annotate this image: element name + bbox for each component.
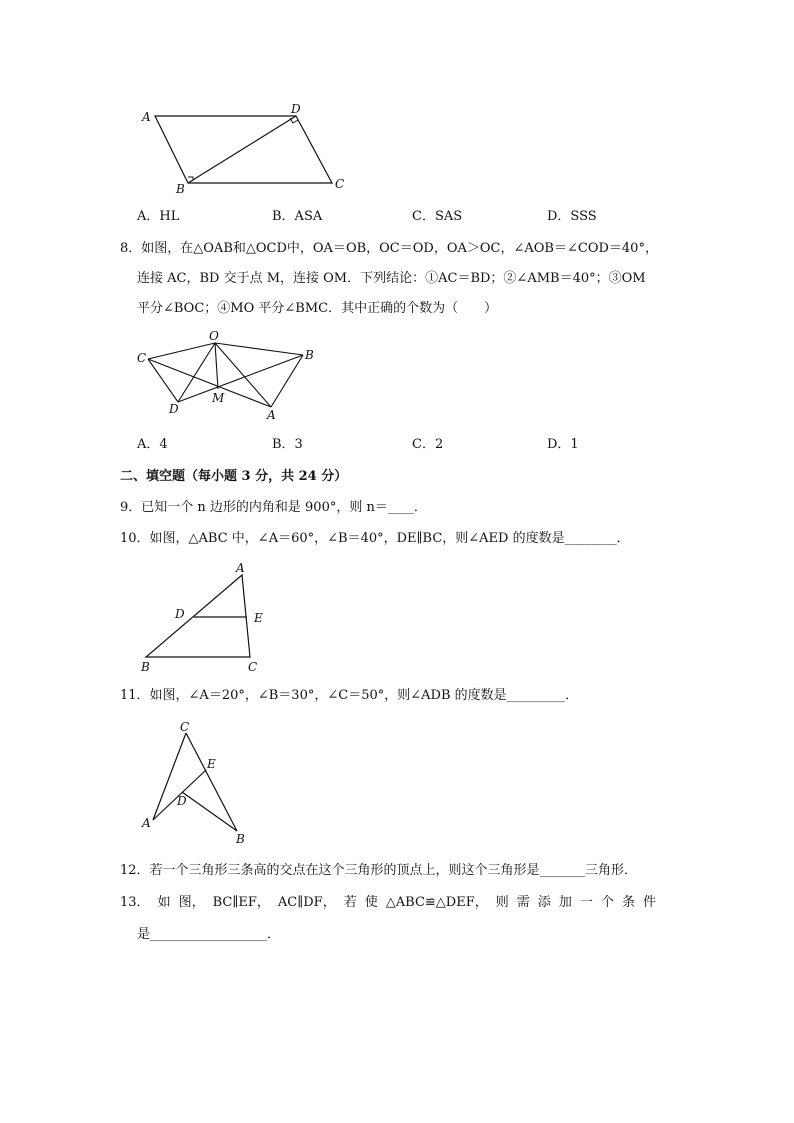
- q13-seg: 件: [642, 895, 656, 910]
- q7-option-d: D．SSS: [547, 209, 597, 224]
- q11-label-a: A: [142, 816, 151, 830]
- q8-label-a: A: [267, 408, 276, 422]
- q7-option-a: A．HL: [137, 209, 180, 224]
- q10-label-d: D: [175, 607, 185, 621]
- q13-seg: 个: [600, 895, 614, 910]
- q10-label-a: A: [236, 561, 245, 575]
- q8-option-b: B．3: [272, 437, 303, 452]
- q13-seg: 需: [516, 895, 530, 910]
- q13-stem-line1: [120, 894, 656, 912]
- q8-option-d: D．1: [547, 437, 579, 452]
- q10-label-e: E: [254, 611, 263, 625]
- q8-label-m: M: [212, 391, 225, 405]
- q8-option-c: C．2: [412, 437, 444, 452]
- q13-seg: 添: [537, 895, 551, 910]
- q11-label-b: B: [236, 832, 245, 846]
- q11-stem: 11．如图，∠A＝20°，∠B＝30°，∠C＝50°，则∠ADB 的度数是_________．: [120, 688, 579, 703]
- q12-stem: 12．若一个三角形三条高的交点在这个三角形的顶点上，则这个三角形是_______三角形．: [120, 863, 638, 878]
- q13-seg: 若: [343, 895, 357, 910]
- q8-stem-line3: 平分∠BOC；④MO 平分∠BMC．其中正确的个数为（ ）: [137, 301, 498, 316]
- q10-label-b: B: [141, 660, 150, 674]
- q11-label-d: D: [177, 794, 187, 808]
- q13-seg: △ABC≌△DEF，: [385, 895, 488, 910]
- q7-label-b: B: [176, 182, 185, 196]
- q13-seg: 加: [558, 895, 572, 910]
- q8-stem-line2: 连接 AC，BD 交于点 M，连接 OM．下列结论：①AC＝BD；②∠AMB＝40°；③OM: [137, 271, 646, 286]
- q13-seg: 如: [157, 895, 171, 910]
- q8-label-d: D: [169, 402, 179, 416]
- q13-seg: 13．: [120, 895, 150, 910]
- q13-seg: 使: [364, 895, 378, 910]
- q8-label-c: C: [137, 351, 147, 365]
- q11-label-e: E: [207, 757, 216, 771]
- q9-stem: 9．已知一个 n 边形的内角和是 900°，则 n＝____．: [120, 500, 427, 515]
- q7-option-b: B．ASA: [272, 209, 323, 224]
- q7-label-c: C: [335, 177, 345, 191]
- q13-seg: 则: [495, 895, 509, 910]
- q7-label-d: D: [291, 102, 301, 116]
- q8-stem-line1: 8．如图，在△OAB和△OCD中，OA＝OB，OC＝OD，OA＞OC，∠AOB＝∠COD＝40°，: [120, 241, 658, 256]
- q13-seg: 条: [621, 895, 635, 910]
- q10-label-c: C: [248, 660, 258, 674]
- q13-stem-line2: 是__________________．: [137, 927, 281, 942]
- q10-stem: 10．如图，△ABC 中，∠A＝60°，∠B＝40°，DE∥BC，则∠AED 的度数是________．: [120, 531, 630, 546]
- q7-option-c: C．SAS: [412, 209, 463, 224]
- q11-label-c: C: [180, 720, 190, 734]
- q8-option-a: A．4: [137, 437, 168, 452]
- q7-label-a: A: [142, 110, 151, 124]
- q13-seg: 一: [579, 895, 593, 910]
- q8-label-o: O: [209, 329, 219, 343]
- q13-seg: 图，: [178, 895, 205, 910]
- q13-seg: BC∥EF，: [212, 895, 270, 910]
- q13-seg: AC∥DF，: [277, 895, 336, 910]
- section-heading: 二、填空题（每小题 3 分，共 24 分）: [120, 469, 348, 484]
- q8-label-b: B: [305, 348, 314, 362]
